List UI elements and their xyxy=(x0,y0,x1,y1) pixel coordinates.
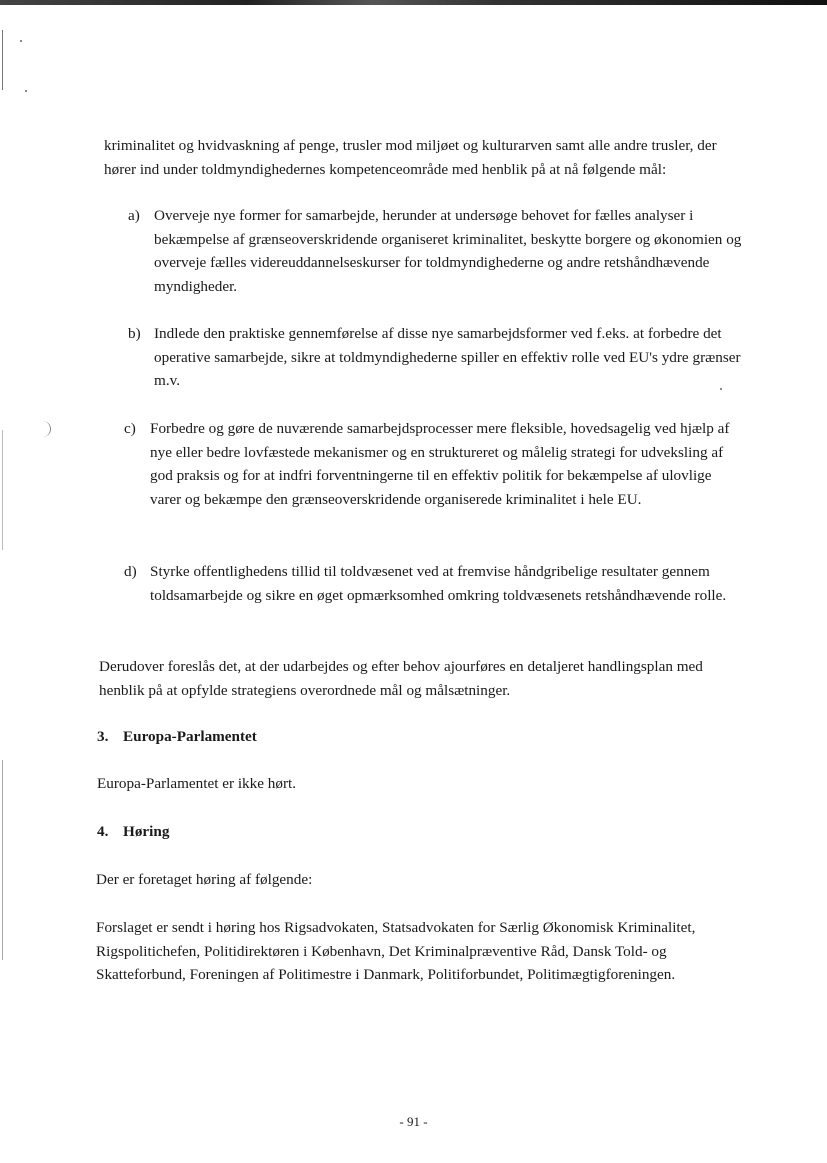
list-item-text: Overveje nye former for samarbejde, herunder at undersøge behovet for fælles analyser i bekæmpelse af grænseoverskridende organiseret kriminalitet, beskytte borgere og økonomien og overveje fælles videreuddannelseskurser for toldmyndighederne og andre retshåndhævende myndigheder. xyxy=(154,207,742,295)
section-3-heading xyxy=(97,725,257,749)
section-3-body: Europa-Parlamentet er ikke hørt. xyxy=(97,775,297,792)
page-number: - 91 - xyxy=(399,1114,428,1129)
intro-paragraph: kriminalitet og hvidvaskning af penge, trusler mod miljøet og kulturarven samt alle andre trusler, der hører ind under toldmyndighedernes kompetenceområde med henblik på at nå følgende mål: xyxy=(104,137,717,178)
list-item-text: Indlede den praktiske gennemførelse af disse nye samarbejdsformer ved f.eks. at forbedre det operative samarbejde, sikre at toldmyndighederne spiller en effektiv rolle ved EU's ydre grænser m.v. xyxy=(154,325,741,389)
section-4-heading xyxy=(97,820,169,844)
section-3-number: 3. xyxy=(97,728,109,745)
section-4-intro: Der er foretaget høring af følgende: xyxy=(96,871,313,888)
list-item-text: Styrke offentlighedens tillid til toldvæsenet ved at fremvise håndgribelige resultater gennem toldsamarbejde og sikre en øget opmærksomhed omkring toldvæsenets retshåndhævende rolle. xyxy=(150,563,727,604)
section-4-title: Høring xyxy=(123,823,170,840)
section-4-number: 4. xyxy=(97,823,109,840)
list-item-marker: a) xyxy=(128,207,140,224)
list-item-marker: d) xyxy=(124,563,137,580)
list-item-marker: b) xyxy=(128,325,141,342)
list-item-marker: c) xyxy=(124,420,136,437)
section-4-body: Forslaget er sendt i høring hos Rigsadvokaten, Statsadvokaten for Særlig Økonomisk Kriminalitet, Rigspolitichefen, Politidirektøren i København, Det Kriminalpræventive Råd, Dansk Told- og Skatteforbund, Foreningen af Politimestre i Danmark, Politiforbundet, Politimægtigforeningen. xyxy=(96,919,696,983)
section-3-title: Europa-Parlamentet xyxy=(123,728,257,745)
derudover-paragraph: Derudover foreslås det, at der udarbejdes og efter behov ajourføres en detaljeret handlingsplan med henblik på at opfylde strategiens overordnede mål og målsætninger. xyxy=(99,658,703,699)
list-item-text: Forbedre og gøre de nuværende samarbejdsprocesser mere fleksible, hovedsagelig ved hjælp af nye eller bedre lovfæstede mekanismer og en struktureret og målelig strategi for udveksling af god praksis og for at indfri forventningerne til en effektiv politik for bekæmpelse af ulovlige varer og bekæmpe den grænseoverskridende organiserede kriminalitet i hele EU. xyxy=(150,420,730,508)
